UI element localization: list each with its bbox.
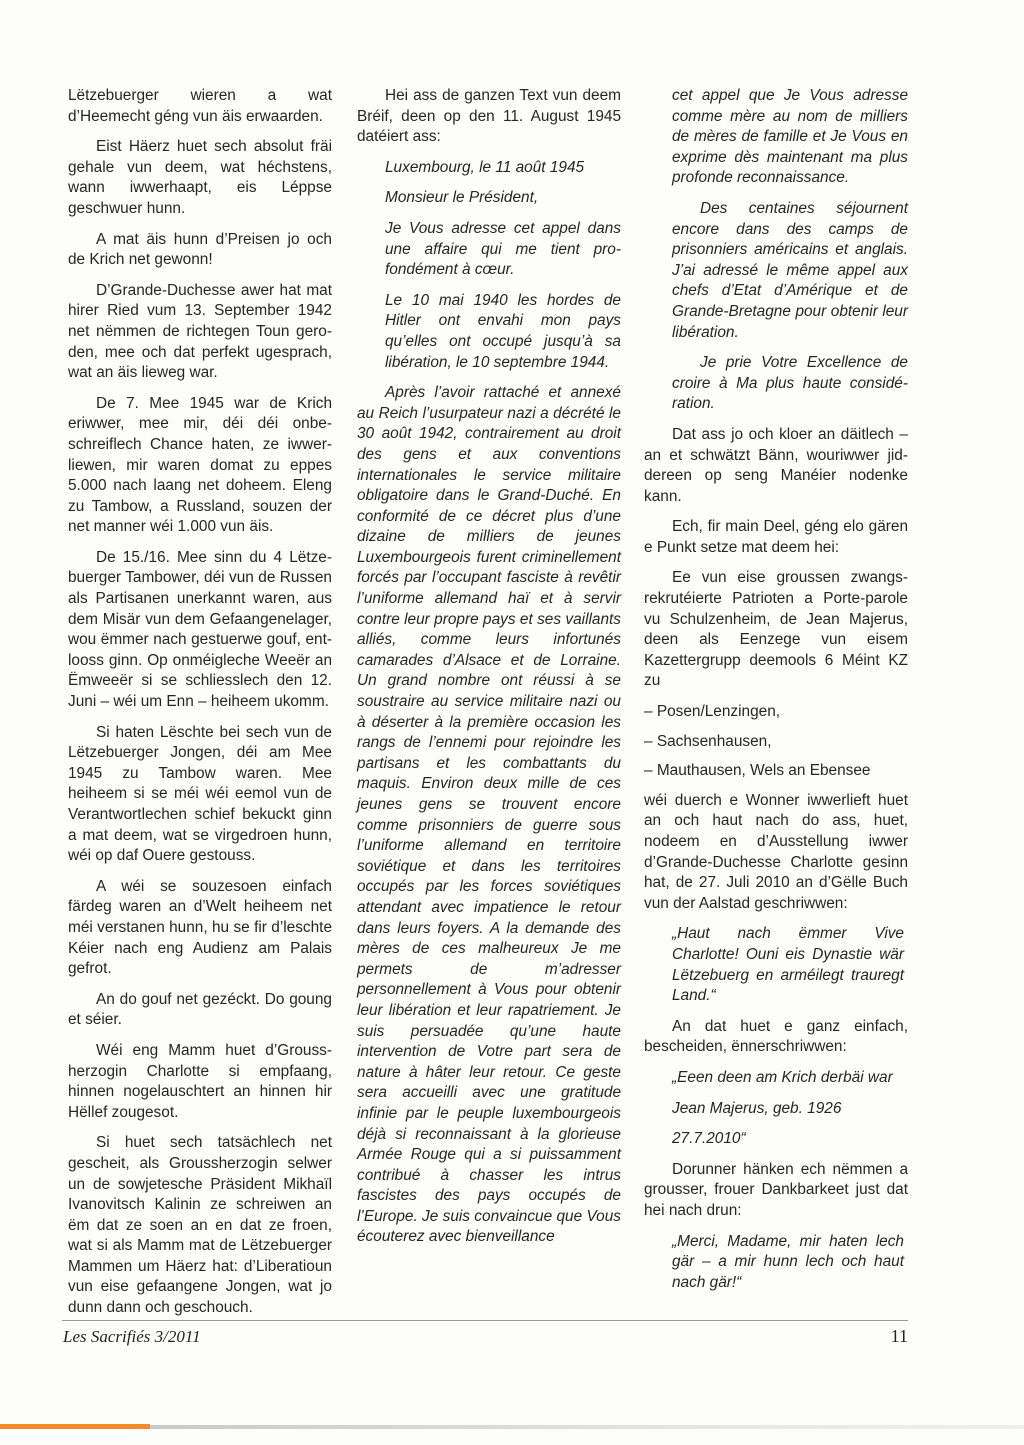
text-column-2 (357, 86, 621, 1258)
paragraph: Si haten Lëschte bei sech vun de Lëtzebuerger Jongen, déi am Mee 1945 zu Tambow waren. Mee heiheem si se méi wéi eemol vun de Verantwortlechen schief bekuckt ginn a mat deem, wat se virgedroen hunn, wéi op daf Ouere gestouss. (68, 723, 332, 865)
quote-signature: Jean Majerus, geb. 1926 (672, 1099, 842, 1117)
camp-list-item: – Mauthausen, Wels an Ebensee (644, 762, 871, 780)
paragraph: An do gouf net gezéckt. Do goung et séier. (68, 990, 332, 1029)
paragraph: Hei ass de ganzen Text vun deem Bréif, deen op den 11. August 1945 datéiert ass: (357, 87, 621, 146)
paragraph: A mat äis hunn d’Preisen jo och de Krich net gewonn! (68, 230, 332, 269)
accent-bar (0, 1424, 150, 1429)
text-column-1 (68, 86, 332, 1329)
letter-closing: Je prie Votre Excellence de croire à Ma plus haute considération. (672, 354, 908, 413)
paragraph: An dat huet e ganz einfach, bescheiden, ënnerschriwwen: (644, 1017, 908, 1056)
publication-title: Les Sacrifiés 3/2011 (63, 1327, 201, 1346)
grey-bar (150, 1425, 1024, 1429)
letter-paragraph: Je Vous adresse cet appel dans une affaire qui me tient profondément à cœur. (385, 219, 621, 279)
paragraph: A wéi se souzesoen einfach färdeg waren an d’Welt heiheem net méi verstanen hunn, hu se fir d’leschte Kéier nach eng Audienz am Palais gefrot. (68, 877, 332, 978)
letter-paragraph: Le 10 mai 1940 les hordes de Hitler ont envahi mon pays qu’elles ont occupé jusqu’à sa libération, le 10 septembre 1944. (385, 291, 621, 371)
paragraph: Lëtzebuerger wieren a wat d’Heemecht géng vun äis erwaarden. (68, 87, 332, 125)
text-column-3 (644, 86, 908, 1303)
letter-salutation: Monsieur le Président, (385, 189, 539, 207)
page-number: 11 (890, 1326, 908, 1346)
camp-list-item: – Sachsenhausen, (644, 732, 772, 750)
paragraph: Ee vun eise groussen zwangsrekrutéierte Patrioten a Porte-parole vu Schulzenheim, de Jean Majerus, deen als Eenzege vun eisem Kazettergrupp deemools 6 Méint KZ zu (644, 569, 908, 690)
camp-list-item: – Posen/Lenzingen, (644, 703, 781, 721)
quote: „Merci, Madame, mir haten lech gär – a mir hunn lech och haut nach gär!“ (672, 1232, 904, 1291)
paragraph: De 7. Mee 1945 war de Krich eriwwer, mee mir, déi déi onbeschreiflech Chance haten, ze iwwerliewen, mir waren domat zu eppes 5.000 nach laang net doheem. Eleng zu Tambow, a Russland, souzen der net manner wéi 1.000 vun äis. (68, 394, 332, 536)
paragraph: Dat ass jo och kloer an däitlech – an et schwätzt Bänn, wouriwwer jiddereen op seng Manéier nodenke kann. (644, 425, 908, 505)
quote-date: 27.7.2010“ (672, 1130, 746, 1148)
paragraph: Ech, fir main Deel, géng elo gären e Punkt setze mat deem hei: (644, 518, 908, 556)
letter-paragraph: Des centaines séjournent encore dans des camps de prisonniers américains et anglais. J’ai adressé le même appel aux chefs d’Etat d’Amérique et de Grande-Bretagne pour obtenir leur libération. (672, 199, 908, 341)
footer-divider (62, 1320, 908, 1321)
paragraph: Eist Häerz huet sech absolut fräi gehale vun deem, wat héchstens, wann iwwerhaapt, eis Léppse geschwuer hunn. (68, 138, 332, 217)
quote: „Haut nach ëmmer Vive Charlotte! Ouni eis Dynastie wär Lëtzebuerg en arméilegt trauregt Land.“ (672, 925, 904, 1005)
paragraph: wéi duerch e Wonner iwwerlieft huet an och haut nach do ass, huet, nodeem en d’Ausstellung iwwer d’Grande-Duchesse Charlotte gesinn hat, de 27. Juli 2010 an d’Gëlle Buch vun der Aalstad geschriwwen: (644, 791, 908, 912)
paragraph: D’Grande-Duchesse awer hat mat hirer Ried vum 13. September 1942 net nëmmen de richtegen Toun geroden, mee och dat perfekt ugesprach, wat an äis lieweg war. (68, 281, 332, 382)
quote: „Eeen deen am Krich derbäi war (672, 1068, 893, 1086)
letter-paragraph: Après l’avoir rattaché et annexé au Reich l’usurpateur nazi a décrété le 30 août 1942, contrairement au droit des gens et aux conventions internationales le service militaire obligatoire dans le Grand-Duché. En conformité de ce décret plus d’une dizaine de milliers de jeunes Luxembourgeois furent criminellement forcés par l’occupant fasciste à revêtir l’uniforme allemand haï et à servir contre leur propre pays et ses vaillants alliés, comme leurs infortunés camarades d’Alsace et de Lorraine. Un grand nombre ont réussi à se soustraire au service militaire nazi ou à déserter à la première occasion les rangs de l’ennemi pour rejoindre les partisans et les combattants du maquis. Environ deux mille de ces jeunes gens se trouvent encore comme prisonniers de guerre sous l’uniforme allemand en territoire soviétique et dans les territoires occupés par les forces soviétiques attendant avec impatience le retour dans leurs foyers. A la demande des mères de ces malheureux Je me permets de m’adresser personnellement à Vous pour obtenir leur libération et leur rapatriement. Je suis persuadée qu’une haute intervention de Votre part sera de nature à hâter leur retour. Ce geste sera accueilli avec une gratitude infinie par le peuple luxembourgeois déjà si reconnaissant à la glorieuse Armée Rouge qui a si puissamment contribué à chasser les intrus fascistes des pays occupés de l’Europe. Je suis convaincue que Vous écouterez avec bienveillance (357, 384, 621, 1246)
paragraph: Wéi eng Mamm huet d’Groussherzogin Charlotte si empfaang, hinnen nogelauschtert an hinnen hir Hëllef zougesot. (68, 1041, 332, 1121)
paragraph: Dorunner hänken ech nëmmen a grousser, frouer Dankbarkeet just dat hei nach drun: (644, 1160, 908, 1219)
paragraph: Si huet sech tatsächlech net gescheit, als Groussherzogin selwer un de sowjetesche Präsident Mikhaïl Ivanovitsch Kalinin ze schreiwen an ëm dat ze soen an en dat ze froen, wat si als Mamm mat de Lëtzebuerger Mammen um Häerz hat: d’Liberatioun vun eise gefaangene Jongen, wat jo dunn dann och geschouch. (68, 1134, 332, 1317)
letter-date: Luxembourg, le 11 août 1945 (385, 158, 585, 176)
paragraph: De 15./16. Mee sinn du 4 Lëtzebuerger Tambower, déi vun de Russen als Partisanen unerkannt waren, aus dem Misär vun dem Gefaangenelager, wou ëmmer nach gestuerwe gouf, entlooss ginn. Op onméigleche Weeër an Ëmweeër si se schliesslech den 12. Juni – wéi um Enn – heiheem ukomm. (68, 548, 332, 711)
letter-paragraph: cet appel que Je Vous adresse comme mère au nom de milliers de mères de famille et Je Vous en exprime dès maintenant ma plus profonde reconnaissance. (672, 87, 908, 187)
